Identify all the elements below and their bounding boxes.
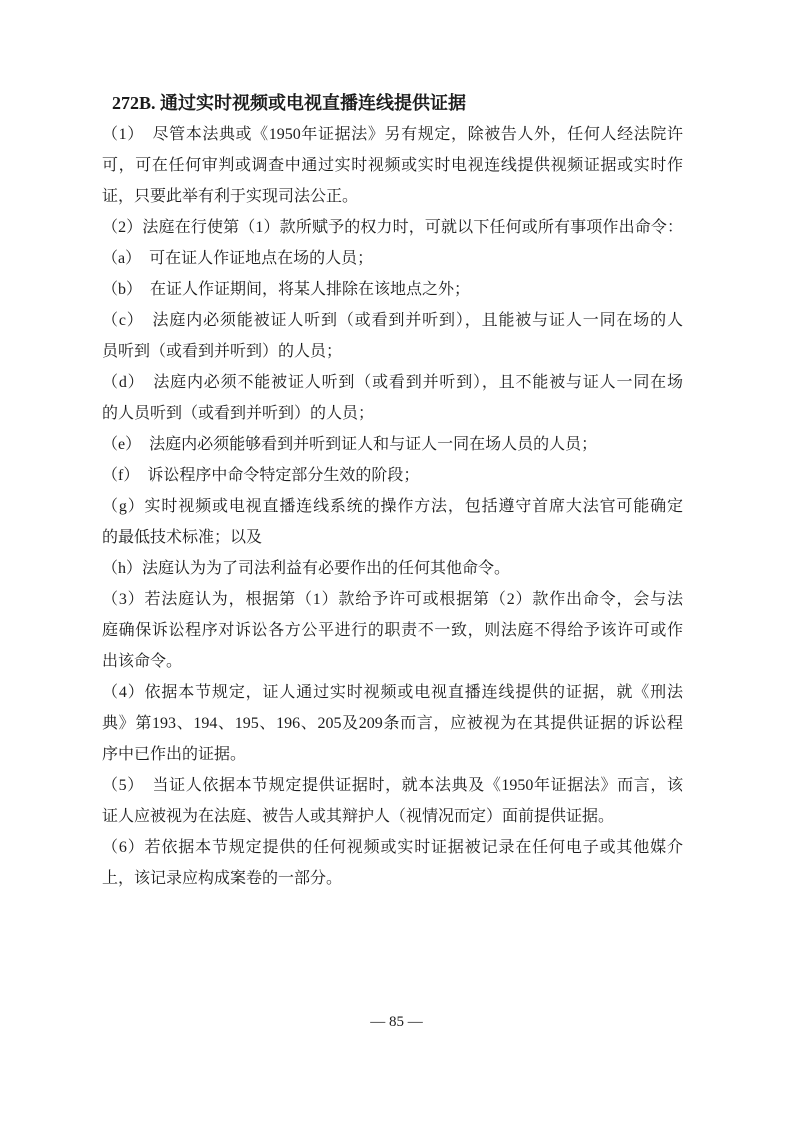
text-line: （f） 诉讼程序中命令特定部分生效的阶段； [102,467,420,484]
text-line: 证人应被视为在法庭、被告人或其辩护人（视情况而定）面前提供证据。 [102,808,615,825]
text-line: （b） 在证人作证期间，将某人排除在该地点之外； [102,281,471,298]
body-lines [102,119,683,894]
text-line: 庭确保诉讼程序对诉讼各方公平进行的职责不一致，则法庭不得给予该许可或作 [102,622,683,639]
text-line: 序中已作出的证据。 [102,746,247,763]
text-line: 员听到（或看到并听到）的人员； [102,343,343,360]
text-line: 可，可在任何审判或调查中通过实时视频或实时电视连线提供视频证据或实时作 [102,157,683,174]
text-line: （a） 可在证人作证地点在场的人员； [102,250,374,267]
text-line: （1） 尽管本法典或《1950年证据法》另有规定，除被告人外，任何人经法院许 [102,126,683,143]
text-line: （d） 法庭内必须不能被证人听到（或看到并听到），且不能被与证人一同在场 [102,374,683,391]
text-line: （c） 法庭内必须能被证人听到（或看到并听到），且能被与证人一同在场的人 [102,312,683,329]
section-title: 272B. 通过实时视频或电视直播连线提供证据 [112,93,467,113]
text-line: 上，该记录应构成案卷的一部分。 [102,870,343,887]
text-line: （6）若依据本节规定提供的任何视频或实时证据被记录在任何电子或其他媒介 [102,839,683,856]
text-line: （e） 法庭内必须能够看到并听到证人和与证人一同在场人员的人员； [102,436,598,453]
text-line: 出该命令。 [102,653,183,670]
text-line: （5） 当证人依据本节规定提供证据时，就本法典及《1950年证据法》而言，该 [102,777,683,794]
text-line: 典》第193、194、195、196、205及209条而言，应被视为在其提供证据的诉讼程 [102,715,683,732]
text-line: 证，只要此举有利于实现司法公正。 [102,188,359,205]
page-number: — 85 — [370,1014,423,1030]
text-line: （g）实时视频或电视直播连线系统的操作方法，包括遵守首席大法官可能确定 [102,498,683,515]
text-line: （3）若法庭认为，根据第（1）款给予许可或根据第（2）款作出命令，会与法 [102,591,683,608]
document-body [102,88,683,894]
text-line: 的人员听到（或看到并听到）的人员； [102,405,375,422]
text-line: （2）法庭在行使第（1）款所赋予的权力时，可就以下任何或所有事项作出命令： [102,219,683,236]
text-line: （4）依据本节规定，证人通过实时视频或电视直播连线提供的证据，就《刑法 [102,684,683,701]
text-line: 的最低技术标准；以及 [102,529,263,546]
text-line: （h）法庭认为为了司法利益有必要作出的任何其他命令。 [102,560,511,577]
